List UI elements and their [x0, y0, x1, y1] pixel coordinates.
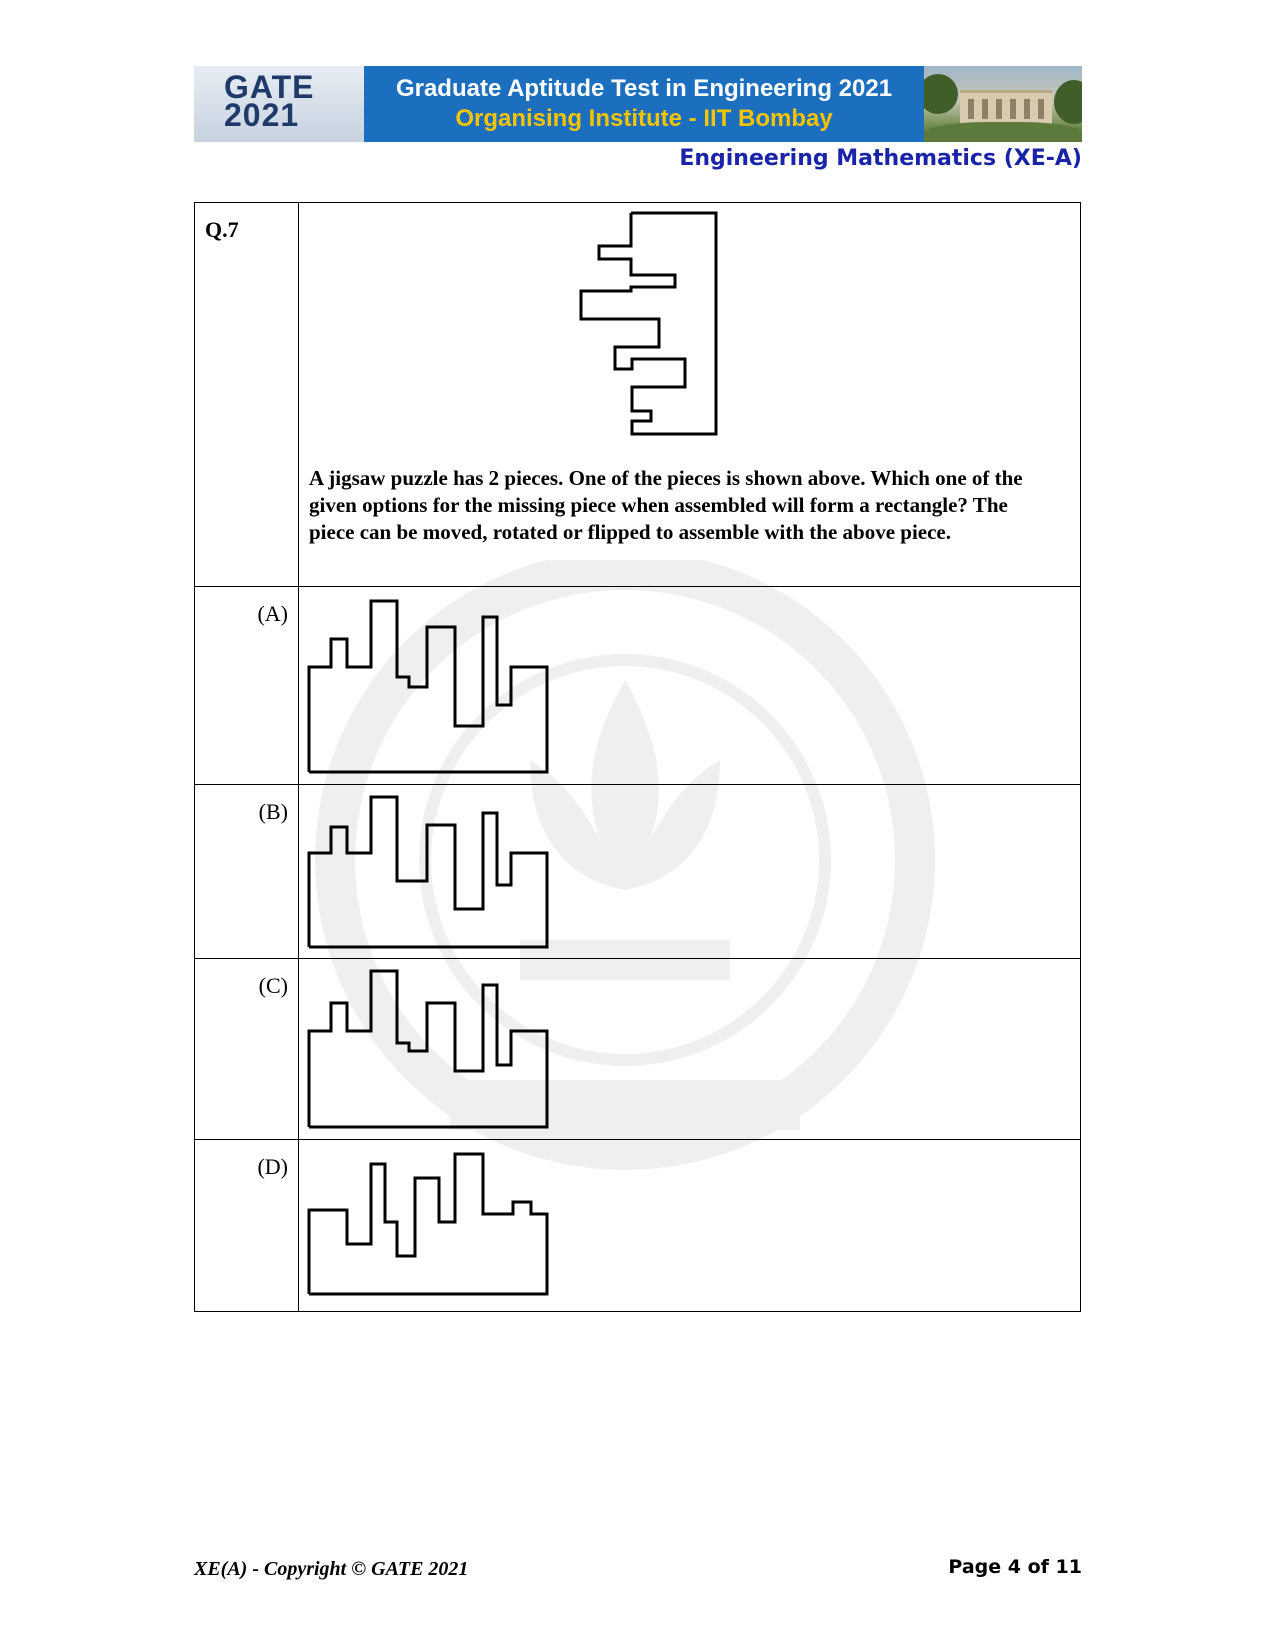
option-c-figure[interactable]	[299, 959, 1082, 1140]
option-label-a[interactable]: (A)	[257, 601, 288, 626]
option-figure-cell	[299, 587, 1081, 785]
logo-text-bottom: 2021	[224, 97, 300, 133]
option-figure-cell	[299, 785, 1081, 959]
option-label-cell	[195, 1140, 299, 1312]
option-label-cell	[195, 587, 299, 785]
copyright-footer: XE(A) - Copyright © GATE 2021	[194, 1558, 469, 1580]
question-row	[195, 203, 1081, 587]
page-number	[948, 1556, 1082, 1578]
option-label-cell	[195, 959, 299, 1140]
option-row-a	[195, 587, 1081, 785]
logo-text-top: GATE	[224, 69, 315, 105]
question-table	[194, 202, 1081, 1312]
option-b-figure[interactable]	[299, 785, 1082, 959]
option-row-b	[195, 785, 1081, 959]
subject-title: Engineering Mathematics (XE-A)	[679, 146, 1082, 171]
gate-logo	[194, 66, 364, 142]
option-label-c[interactable]: (C)	[258, 973, 288, 998]
question-number: Q.7	[205, 217, 239, 242]
banner-title: Graduate Aptitude Test in Engineering 2021	[395, 75, 893, 102]
page-middle: of	[1020, 1556, 1056, 1578]
option-label-cell	[195, 785, 299, 959]
option-d-figure[interactable]	[299, 1140, 1082, 1312]
option-label-b[interactable]: (B)	[258, 799, 288, 824]
option-row-c	[195, 959, 1081, 1140]
question-stem-cell	[299, 203, 1081, 587]
page-current: 4	[1007, 1556, 1021, 1578]
page-prefix: Page	[948, 1556, 1008, 1578]
option-row-d	[195, 1140, 1081, 1312]
option-figure-cell	[299, 1140, 1081, 1312]
header-banner	[194, 66, 1082, 142]
campus-photo	[924, 66, 1082, 142]
banner-title-block	[364, 66, 924, 142]
option-figure-cell	[299, 959, 1081, 1140]
question-number-cell	[195, 203, 299, 587]
banner-subtitle: Organising Institute - IIT Bombay	[455, 105, 833, 132]
page-total: 11	[1055, 1556, 1082, 1578]
option-label-d[interactable]: (D)	[257, 1154, 288, 1179]
jigsaw-piece-figure	[299, 211, 1082, 461]
option-a-figure[interactable]	[299, 587, 1082, 785]
question-text: A jigsaw puzzle has 2 pieces. One of the pieces is shown above. Which one of the given options for the missing piece when assembled will form a rectangle? The piece can be moved, rotated or flipped to assemble with the above piece.	[309, 466, 1023, 544]
